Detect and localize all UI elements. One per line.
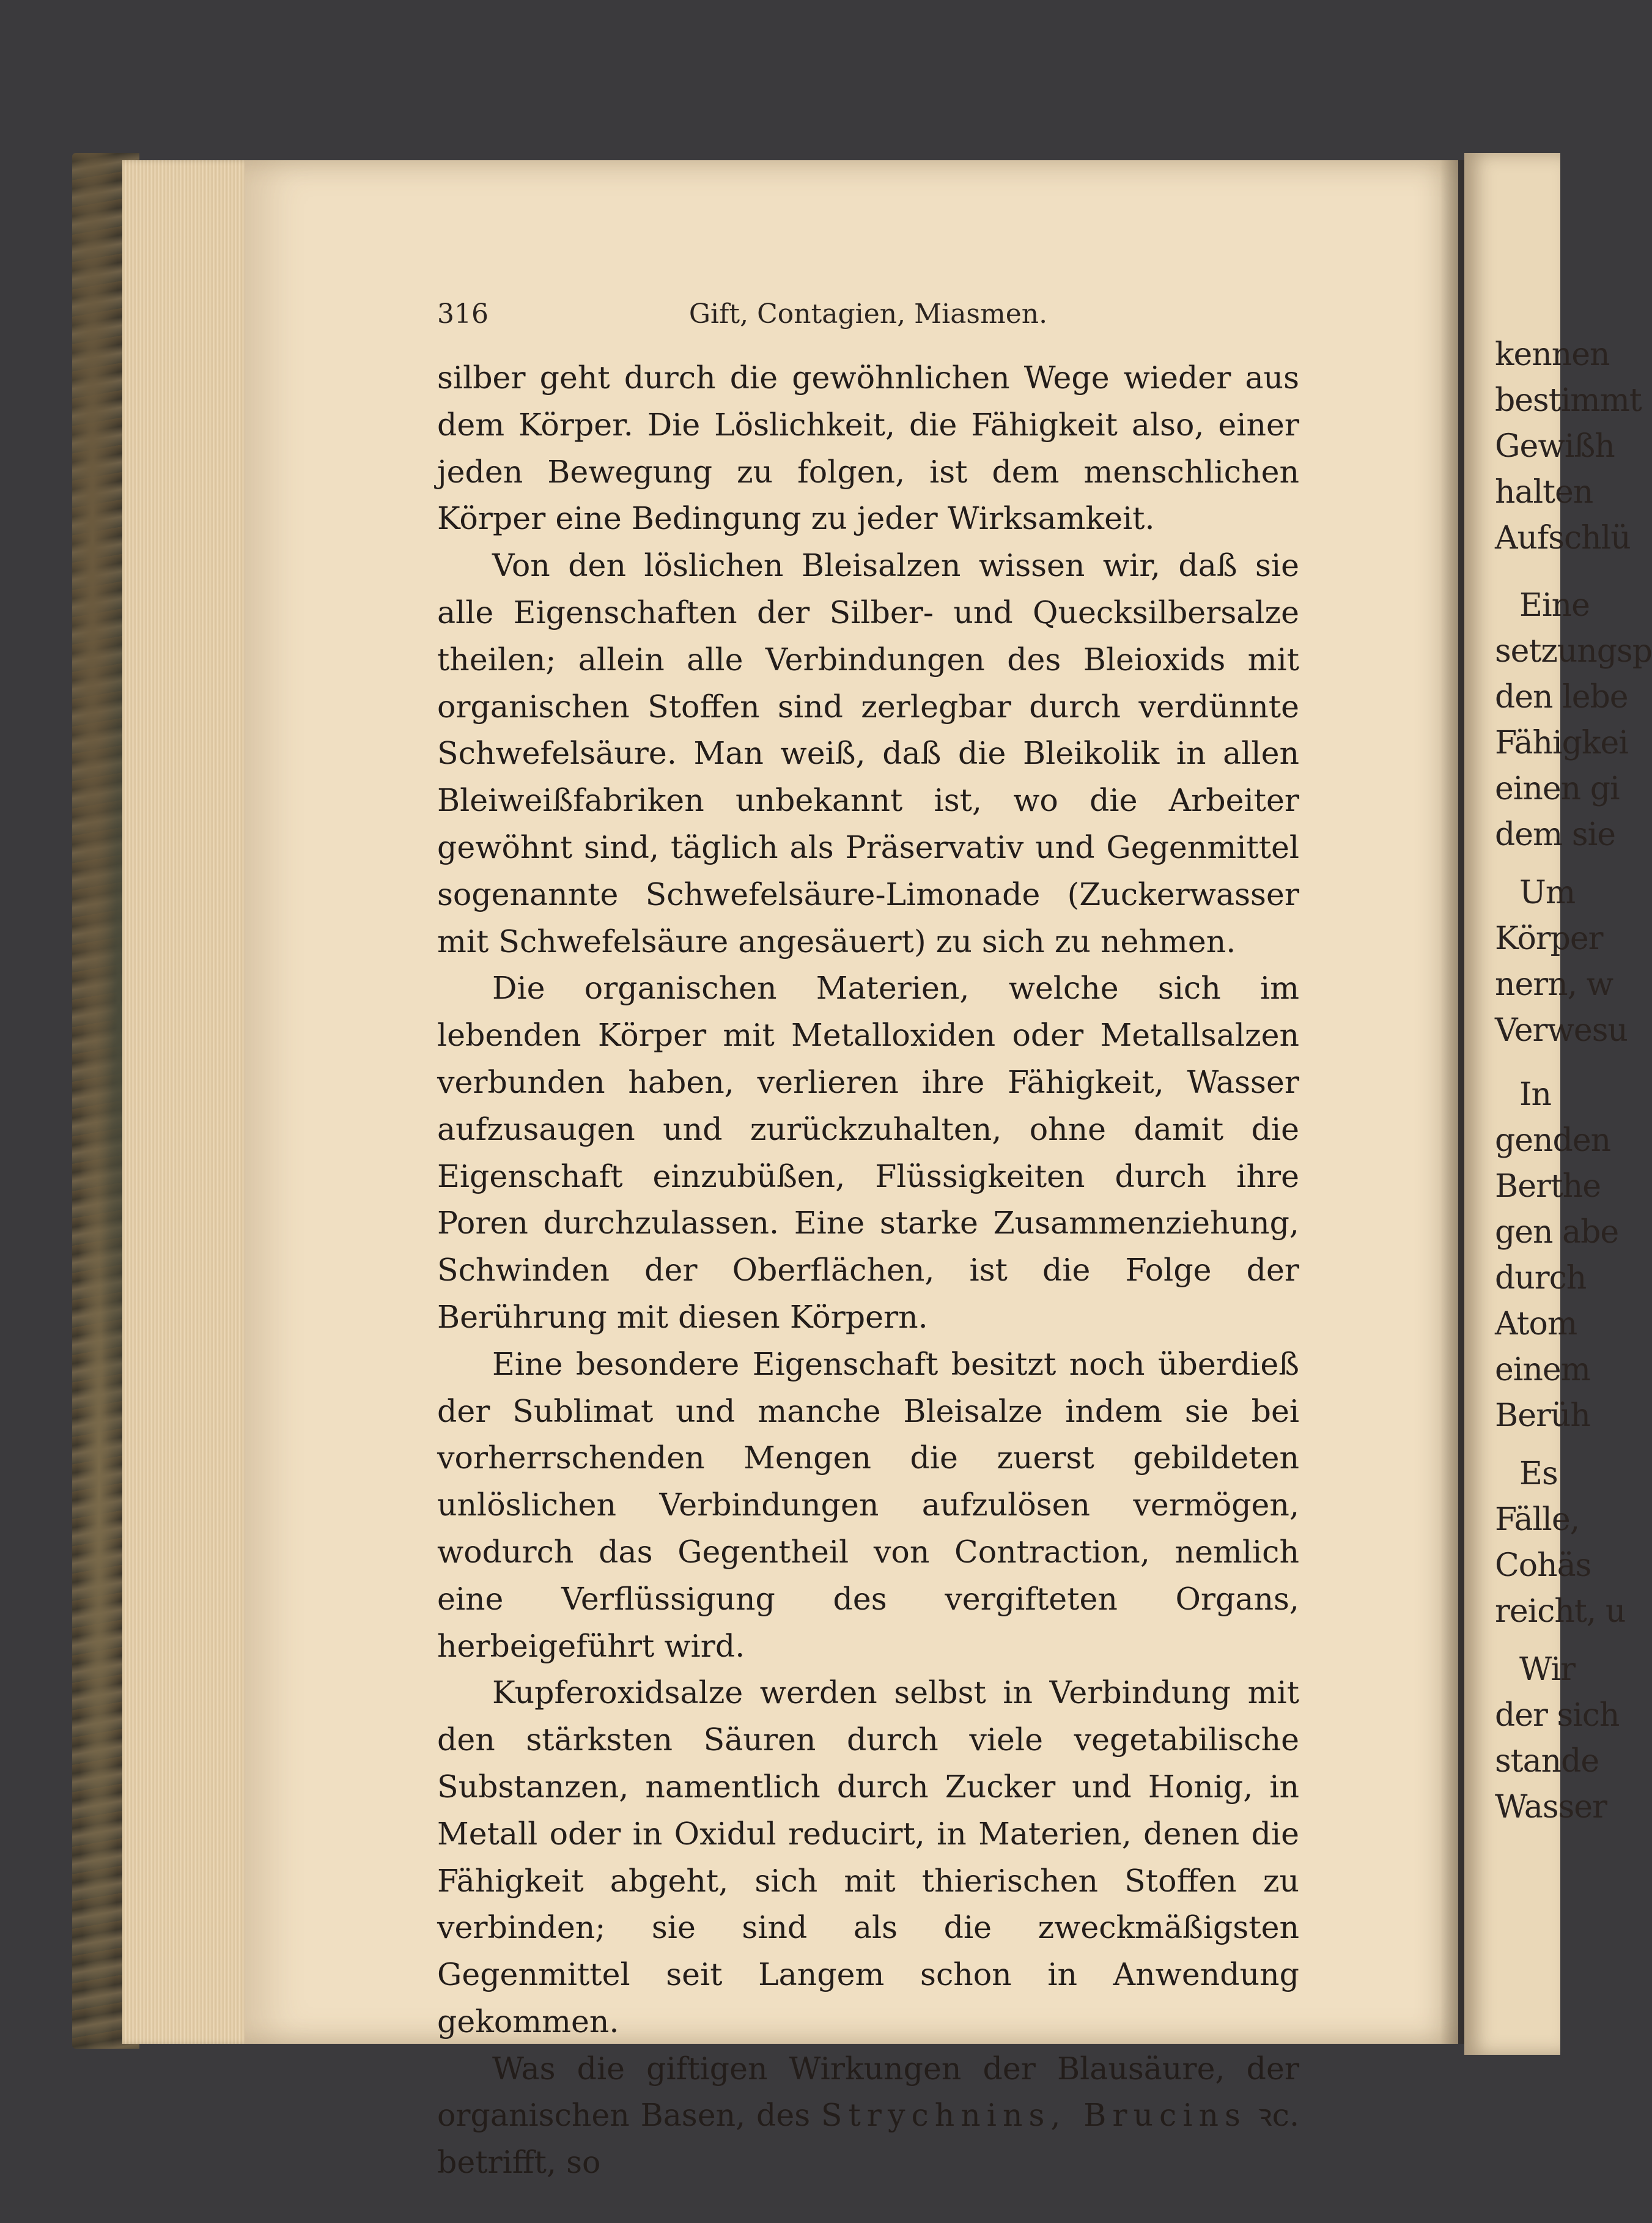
facing-fragment: Atom — [1495, 1306, 1577, 1342]
page-number: 316 — [437, 298, 489, 330]
paragraph: Eine besondere Eigenschaft besitzt noch überdieß der Sublimat und manche Bleisalze indem sie bei vorherrschenden Mengen die zuerst gebildeten unlöslichen Verbindungen aufzulösen vermögen, wodurch das Gegentheil von Contraction, nemlich eine Verflüssigung des vergifteten Organs, herbeigeführt wird. — [437, 1345, 1299, 1664]
facing-fragment: In — [1519, 1076, 1552, 1113]
facing-fragment: Körper — [1495, 920, 1603, 957]
facing-fragment: Wasser — [1495, 1789, 1607, 1825]
facing-fragment: reicht, u — [1495, 1593, 1626, 1630]
facing-fragment: Um — [1519, 875, 1576, 911]
paragraph-last — [437, 2046, 1299, 2186]
facing-fragment: Berthe — [1495, 1168, 1601, 1205]
facing-fragment: Cohäs — [1495, 1547, 1591, 1584]
page-edges — [122, 160, 251, 2044]
facing-fragment: dem sie — [1495, 816, 1615, 853]
facing-fragment: Aufschlü — [1495, 520, 1631, 557]
paragraph: Von den löslichen Bleisalzen wissen wir, daß sie alle Eigenschaften der Silber- und Quecksilbersalze theilen; allein alle Verbindungen des Bleioxids mit organischen Stoffen sind zerlegbar durch verdünnte Schwefelsäure. Man weiß, daß die Bleikolik in allen Bleiweißfabriken unbekannt ist, wo die Arbeiter gewöhnt sind, täglich als Präservativ und Gegenmittel sogenannte Schwefelsäure-Limonade (Zuckerwasser mit Schwefelsäure angesäuert) zu sich zu nehmen. — [437, 547, 1299, 960]
facing-fragment: gen abe — [1495, 1214, 1619, 1251]
running-title: Gift, Contagien, Miasmen. — [688, 298, 1048, 330]
facing-fragment: stande — [1495, 1743, 1599, 1780]
facing-fragment: Wir — [1519, 1651, 1576, 1688]
facing-fragment: Verwesu — [1495, 1012, 1628, 1049]
facing-fragment: Fähigkei — [1495, 725, 1628, 761]
body-text — [437, 355, 1299, 2186]
paragraph-text: ꝛc. betrifft, so — [437, 2097, 1299, 2181]
facing-fragment: durch — [1495, 1260, 1587, 1296]
facing-fragment: bestimmt — [1495, 382, 1642, 419]
facing-fragment: genden — [1495, 1122, 1611, 1159]
facing-fragment: Gewißh — [1495, 428, 1615, 465]
facing-fragment: nern, w — [1495, 966, 1613, 1003]
facing-fragment: Fälle, — [1495, 1501, 1580, 1538]
facing-fragment: halten — [1495, 474, 1593, 511]
facing-fragment: den lebe — [1495, 679, 1628, 716]
paragraph: Die organischen Materien, welche sich im lebenden Körper mit Metalloxiden oder Metallsalzen verbunden haben, verlieren ihre Fähigkeit, Wasser aufzusaugen und zurückzuhalten, ohne damit die Eigenschaft einzubüßen, Flüssigkeiten durch ihre Poren durchzulassen. Eine starke Zusammenziehung, Schwinden der Oberflächen, ist die Folge der Berührung mit diesen Körpern. — [437, 970, 1299, 1335]
facing-fragment: Es — [1519, 1455, 1558, 1492]
facing-fragment: Berüh — [1495, 1397, 1590, 1434]
paragraph-text: Was die giftigen Wirkungen der Blausäure, der organischen Basen, des — [437, 2050, 1299, 2134]
paragraph: silber geht durch die gewöhnlichen Wege wieder aus dem Körper. Die Löslichkeit, die Fähigkeit also, einer jeden Bewegung zu folgen, ist dem menschlichen Körper eine Bedingung zu jeder Wirksamkeit. — [437, 360, 1299, 537]
facing-page — [1464, 153, 1652, 2055]
paragraph: Kupferoxidsalze werden selbst in Verbindung mit den stärksten Säuren durch viele vegetabilische Substanzen, namentlich durch Zucker und Honig, in Metall oder in Oxidul reducirt, in Materien, denen die Fähigkeit abgeht, sich mit thierischen Stoffen zu verbinden; sie sind als die zweckmäßigsten Gegenmittel seit Langem schon in Anwendung gekommen. — [437, 1674, 1299, 2040]
facing-fragment: einen gi — [1495, 771, 1620, 807]
facing-fragment: setzungsp — [1495, 633, 1652, 670]
facing-fragment: kennen — [1495, 336, 1610, 373]
facing-fragment: einem — [1495, 1352, 1590, 1388]
facing-fragment: der sich — [1495, 1697, 1620, 1734]
spaced-emphasis: Strychnins, Brucins — [820, 2097, 1247, 2134]
facing-fragment: Eine — [1519, 587, 1590, 624]
